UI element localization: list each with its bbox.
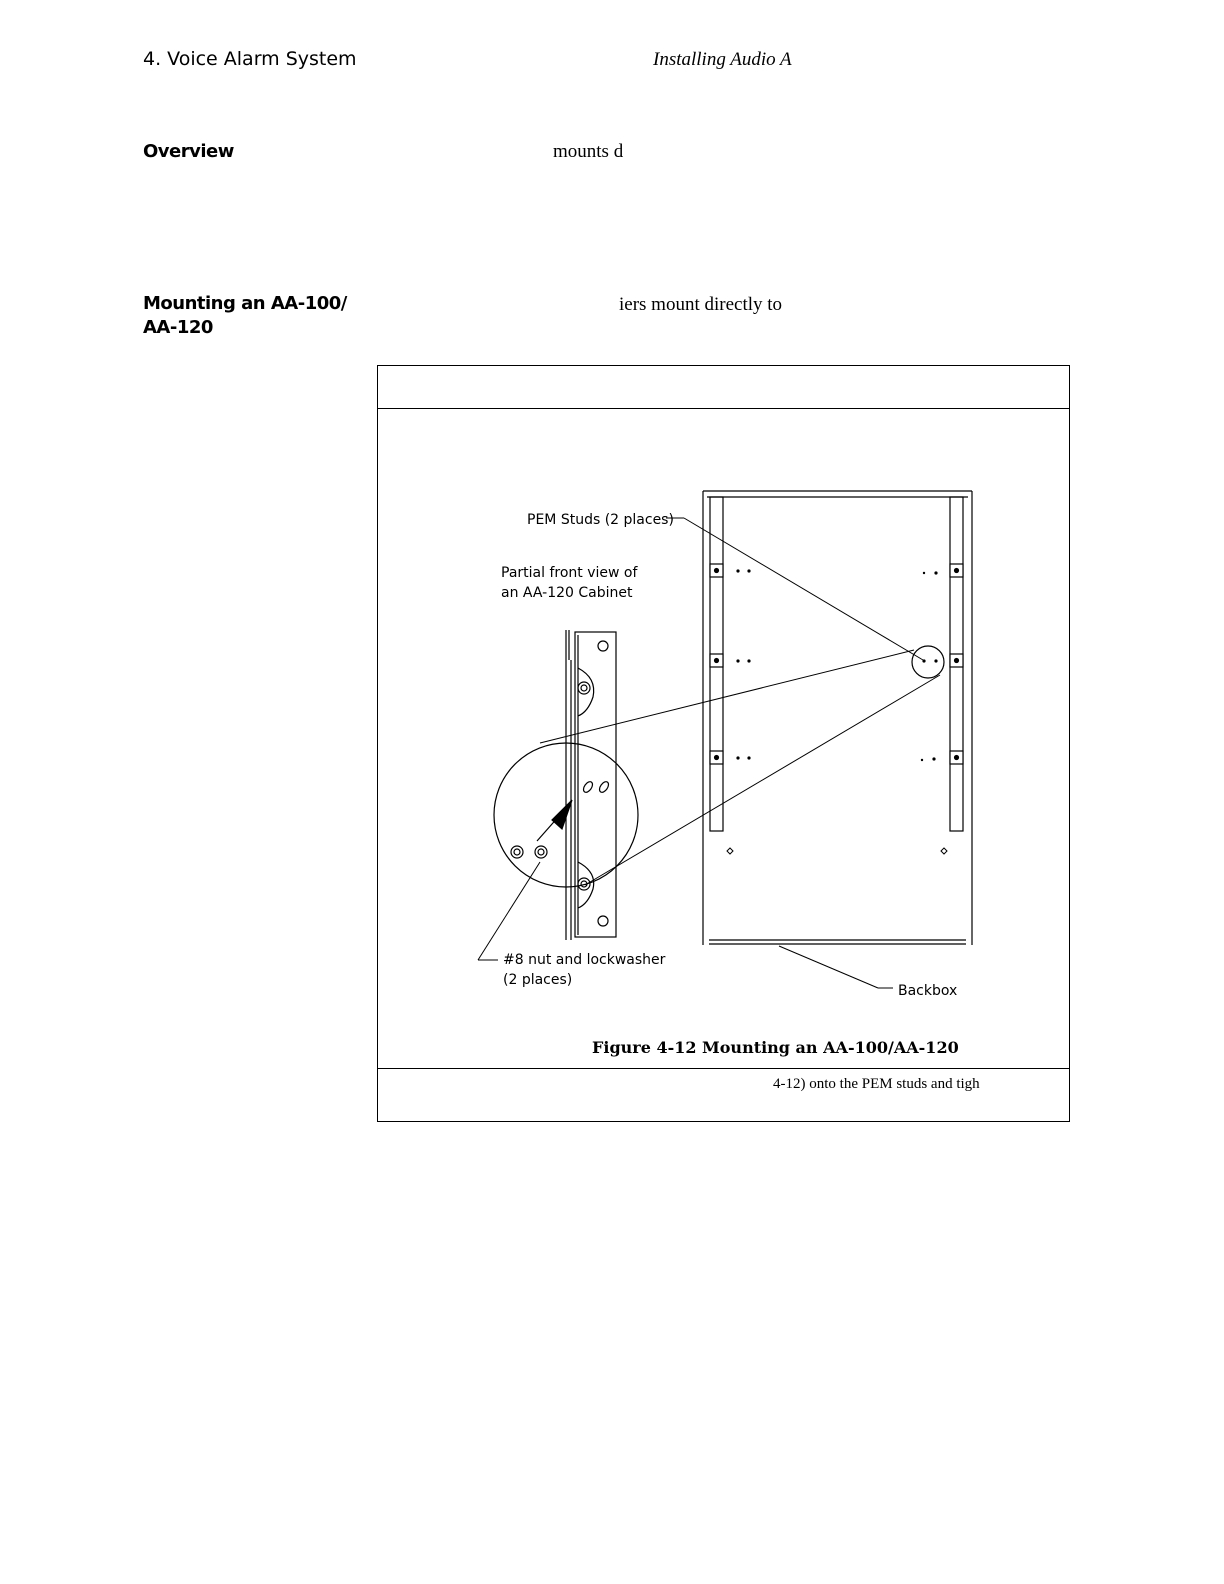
label-partial-view-line2: an AA-120 Cabinet: [501, 585, 633, 601]
mounting-text: iers mount directly to: [619, 294, 783, 315]
nut-lockwasher-icons: [511, 846, 547, 858]
label-backbox: Backbox: [898, 983, 958, 999]
overview-text: mounts d: [553, 141, 624, 162]
figure-step-text: 4-12) onto the PEM studs and tigh: [773, 1076, 980, 1092]
label-partial-view-line1: Partial front view of: [501, 565, 638, 581]
label-nut-line2: (2 places): [503, 972, 573, 988]
header-chapter-title: Installing Audio A: [653, 49, 792, 70]
pem-stud-icons: [582, 780, 611, 794]
mounting-heading: [143, 292, 347, 340]
mounting-heading-line2: AA-120: [143, 317, 213, 338]
header-section-title: 4. Voice Alarm System: [143, 48, 357, 70]
figure-caption: Figure 4-12 Mounting an AA-100/AA-120: [592, 1038, 959, 1057]
mounting-diagram: [377, 409, 1070, 1067]
cabinet-partial-drawing: [494, 630, 638, 940]
backbox-mounting-holes: [710, 564, 963, 764]
backbox-drawing: [703, 491, 972, 945]
overview-heading: Overview: [143, 141, 234, 162]
label-nut-line1: #8 nut and lockwasher: [503, 952, 666, 968]
mounting-heading-line1: Mounting an AA-100/: [143, 293, 347, 314]
figure-divider-bottom: [377, 1068, 1070, 1069]
arrow-icon: [552, 800, 572, 829]
label-pem-studs: PEM Studs (2 places): [527, 512, 674, 528]
